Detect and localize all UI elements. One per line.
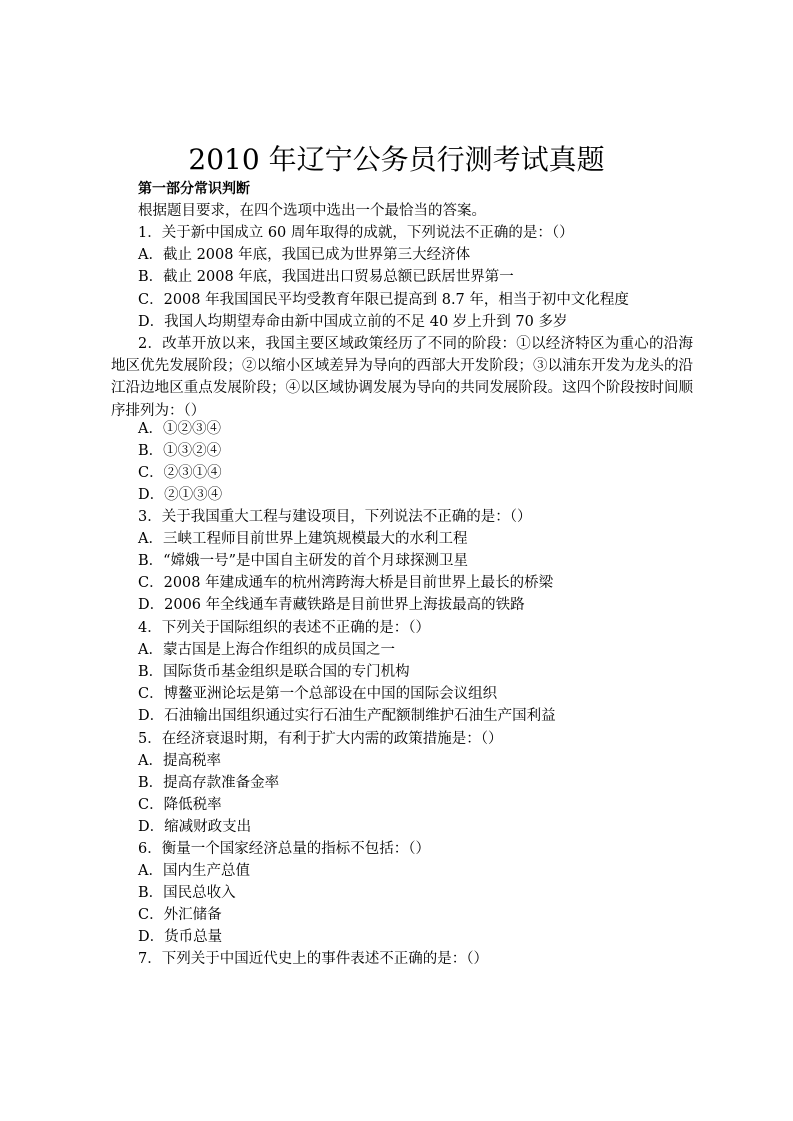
question-2-option-c: C．②③①④	[138, 465, 222, 481]
question-4-stem: 4．下列关于国际组织的表述不正确的是：（）	[138, 620, 430, 636]
question-6-option-a: A．国内生产总值	[138, 863, 250, 879]
question-5-option-c: C．降低税率	[138, 797, 222, 813]
question-3-option-b: B．“嫦娥一号”是中国自主研发的首个月球探测卫星	[138, 553, 468, 569]
question-2-option-d: D．②①③④	[138, 487, 223, 503]
question-6-option-b: B．国民总收入	[138, 885, 236, 901]
question-3-option-d: D．2006 年全线通车青藏铁路是目前世界上海拔最高的铁路	[138, 597, 525, 613]
question-2-option-b: B．①③②④	[138, 443, 222, 459]
question-4-option-c: C．博鳌亚洲论坛是第一个总部设在中国的国际会议组织	[138, 686, 498, 702]
question-6-stem: 6．衡量一个国家经济总量的指标不包括：（）	[138, 841, 430, 857]
question-5-option-d: D．缩减财政支出	[138, 819, 252, 835]
question-1-option-d: D．我国人均期望寿命由新中国成立前的不足 40 岁上升到 70 多岁	[138, 314, 568, 330]
question-5-option-a: A．提高税率	[138, 753, 221, 769]
document-title: 2010 年辽宁公务员行测考试真题	[188, 143, 605, 176]
question-7-stem: 7．下列关于中国近代史上的事件表述不正确的是：（）	[138, 951, 488, 967]
question-2-option-a: A．①②③④	[138, 421, 221, 437]
question-6-option-d: D．货币总量	[138, 929, 223, 945]
question-3-option-c: C．2008 年建成通车的杭州湾跨海大桥是目前世界上最长的桥梁	[138, 575, 554, 591]
question-1-option-a: A．截止 2008 年底，我国已成为世界第三大经济体	[138, 247, 471, 263]
question-4-option-b: B．国际货币基金组织是联合国的专门机构	[138, 664, 410, 680]
question-3-stem: 3．关于我国重大工程与建设项目，下列说法不正确的是：（）	[138, 509, 532, 525]
question-6-option-c: C．外汇储备	[138, 907, 222, 923]
question-1-option-c: C．2008 年我国国民平均受教育年限已提高到 8.7 年，相当于初中文化程度	[138, 292, 629, 308]
question-3-option-a: A．三峡工程师目前世界上建筑规模最大的水利工程	[138, 531, 468, 547]
question-2-stem	[111, 333, 693, 422]
section-heading: 第一部分常识判断	[138, 181, 250, 197]
question-4-option-d: D．石油输出国组织通过实行石油生产配额制维护石油生产国利益	[138, 708, 556, 724]
question-1-option-b: B．截止 2008 年底，我国进出口贸易总额已跃居世界第一	[138, 269, 514, 285]
instruction-text: 根据题目要求，在四个选项中选出一个最恰当的答案。	[138, 203, 486, 219]
question-5-option-b: B．提高存款准备金率	[138, 775, 280, 791]
question-2-stem-text: 2．改革开放以来，我国主要区域政策经历了不同的阶段：①以经济特区为重心的沿海地区优先发展阶段；②以缩小区域差异为导向的西部大开发阶段；③以浦东开发为龙头的沿江沿边地区重点发展阶段；④以区域协调发展为导向的共同发展阶段。这四个阶段按时间顺序排列为：（）	[111, 336, 693, 419]
question-5-stem: 5．在经济衰退时期，有利于扩大内需的政策措施是：（）	[138, 731, 503, 747]
question-1-stem: 1．关于新中国成立 60 周年取得的成就，下列说法不正确的是：（）	[138, 225, 574, 241]
question-4-option-a: A．蒙古国是上海合作组织的成员国之一	[138, 642, 395, 658]
